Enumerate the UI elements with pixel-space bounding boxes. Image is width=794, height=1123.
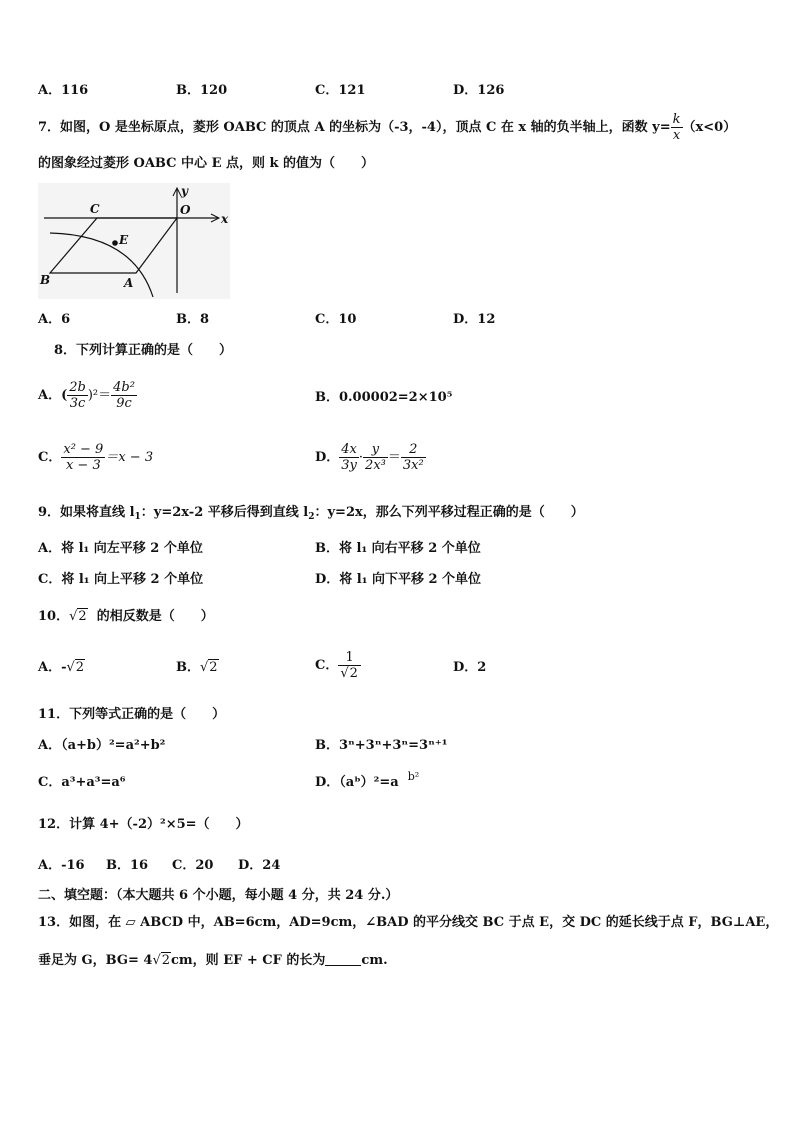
q6-option-d: D．126 bbox=[453, 83, 505, 98]
q10-num: 10． bbox=[38, 609, 70, 624]
q13-line1: 13．如图，在 ▱ ABCD 中，AB=6cm，AD=9cm，∠BAD 的平分线交 BC 于点 E，交 DC 的延长线于点 F，BG⊥AE， bbox=[38, 915, 779, 930]
q12-option-a: A．-16 bbox=[38, 858, 85, 873]
q13-line2 bbox=[38, 951, 388, 971]
q12-stem: 12．计算 4+（-2）²×5=（ ） bbox=[38, 817, 249, 832]
q11-d-prefix: D．（aᵇ）²=a bbox=[315, 775, 399, 790]
q6-option-a: A．116 bbox=[38, 83, 89, 98]
q9-sub1: 1 bbox=[134, 512, 141, 522]
q8-d-f3-den: 3x² bbox=[402, 458, 424, 473]
q13-line2-a: 垂足为 G，BG= 4 bbox=[38, 953, 153, 968]
q9-stem-a: 9．如果将直线 l bbox=[38, 505, 135, 520]
q8-option-c bbox=[38, 442, 153, 473]
q10-c-prefix: C． bbox=[315, 658, 339, 673]
q8-stem: 8．下列计算正确的是（ ） bbox=[54, 343, 233, 358]
q7-frac-num: k bbox=[672, 112, 681, 127]
q11-option-c: C．a³+a³=a⁶ bbox=[38, 775, 126, 790]
q7-label-b: B bbox=[40, 273, 51, 287]
q8-c-prefix: C． bbox=[38, 450, 62, 465]
q7-condition: （x<0） bbox=[682, 120, 737, 135]
q13-answer-blank[interactable] bbox=[325, 951, 361, 966]
q8-d-frac1 bbox=[339, 442, 359, 473]
q7-label-x: x bbox=[221, 212, 229, 226]
q9-option-c: C．将 l₁ 向上平移 2 个单位 bbox=[38, 572, 204, 587]
q7-option-b: B．8 bbox=[176, 312, 210, 327]
q12-option-c: C．20 bbox=[172, 858, 214, 873]
q9-option-a: A．将 l₁ 向左平移 2 个单位 bbox=[38, 541, 203, 556]
q8-a-pow: )²＝ bbox=[87, 388, 112, 403]
q10-a-prefix: A．- bbox=[38, 660, 67, 675]
q8-d-f1-den: 3y bbox=[341, 458, 357, 473]
q9-stem bbox=[38, 503, 584, 523]
q8-d-prefix: D． bbox=[315, 450, 340, 465]
q7-label-e: E bbox=[119, 233, 129, 247]
q7-fraction bbox=[671, 112, 683, 143]
q10-option-c bbox=[315, 650, 361, 681]
q7-label-a: A bbox=[124, 276, 134, 290]
q10-option-b bbox=[176, 658, 219, 678]
q10-c-radicand: 2 bbox=[349, 666, 358, 681]
q10-c-den bbox=[338, 666, 361, 681]
q11-d-sup: b² bbox=[407, 770, 420, 783]
q8-a-frac1-num: 2b bbox=[69, 380, 86, 395]
q10-c-sqrt: √2 bbox=[340, 666, 358, 681]
q7-label-c: C bbox=[90, 202, 100, 216]
q8-d-dot: · bbox=[358, 450, 364, 465]
q8-c-rhs: ＝x − 3 bbox=[105, 450, 154, 465]
q10-stem-text: 的相反数是（ ） bbox=[96, 609, 214, 624]
q8-a-frac1-den: 3c bbox=[69, 396, 86, 411]
q8-c-frac bbox=[61, 442, 105, 473]
q8-a-frac2 bbox=[111, 380, 137, 411]
q10-a-sqrt: √2 bbox=[66, 660, 85, 675]
q10-b-radicand: 2 bbox=[209, 660, 218, 675]
q7-frac-den: x bbox=[672, 128, 681, 143]
q10-stem bbox=[38, 607, 214, 627]
q8-a-frac2-den: 9c bbox=[116, 396, 132, 411]
q6-option-c: C．121 bbox=[315, 83, 366, 98]
q13-line2-c: cm. bbox=[361, 953, 388, 968]
q10-b-prefix: B． bbox=[176, 660, 200, 675]
q10-a-radicand: 2 bbox=[75, 660, 85, 675]
q13-line2-b: cm，则 EF + CF 的长为 bbox=[171, 953, 326, 968]
q8-d-f2-den: 2x³ bbox=[365, 458, 386, 473]
q7-figure-bg bbox=[38, 183, 230, 299]
q7-stem-line2: 的图象经过菱形 OABC 中心 E 点，则 k 的值为（ ） bbox=[38, 156, 375, 171]
q8-d-eq: ＝ bbox=[387, 450, 401, 465]
q11-option-b: B．3ⁿ+3ⁿ+3ⁿ=3ⁿ⁺¹ bbox=[315, 738, 448, 753]
q9-stem-c: ：y=2x，那么下列平移过程正确的是（ ） bbox=[314, 505, 584, 520]
q10-option-a bbox=[38, 658, 85, 678]
q8-d-f2-num: y bbox=[363, 442, 388, 458]
q7-stem-text: 7．如图，O 是坐标原点，菱形 OABC 的顶点 A 的坐标为（-3，-4），顶点 C 在 x 轴的负半轴上，函数 y= bbox=[38, 120, 671, 135]
q8-option-b: B．0.00002=2×10⁵ bbox=[315, 390, 453, 405]
q8-option-a bbox=[38, 380, 137, 411]
q7-point-e bbox=[112, 240, 118, 246]
q9-sub2: 2 bbox=[308, 512, 315, 522]
q9-stem-b: ：y=2x-2 平移后得到直线 l bbox=[140, 505, 309, 520]
q13-radicand: 2 bbox=[161, 953, 171, 968]
q7-option-a: A．6 bbox=[38, 312, 71, 327]
q10-radicand: 2 bbox=[78, 609, 87, 624]
section-2-title: 二、填空题：（本大题共 6 个小题，每小题 4 分，共 24 分.） bbox=[38, 888, 399, 903]
q8-a-prefix: A．( bbox=[38, 388, 68, 403]
q7-label-y: y bbox=[181, 184, 188, 198]
q9-option-d: D．将 l₁ 向下平移 2 个单位 bbox=[315, 572, 482, 587]
q8-c-den: x − 3 bbox=[65, 458, 101, 473]
q10-sqrt: √2 bbox=[69, 609, 87, 624]
q10-c-frac bbox=[338, 650, 361, 681]
q8-a-frac2-num: 4b² bbox=[113, 380, 135, 395]
q11-stem: 11．下列等式正确的是（ ） bbox=[38, 707, 226, 722]
q8-d-frac2 bbox=[363, 442, 388, 473]
q7-figure bbox=[38, 183, 230, 299]
q7-label-o: O bbox=[180, 203, 191, 217]
q10-b-sqrt: √2 bbox=[200, 660, 218, 675]
q7-option-d: D．12 bbox=[453, 312, 496, 327]
q8-c-num: x² − 9 bbox=[63, 442, 104, 457]
q12-option-b: B．16 bbox=[106, 858, 149, 873]
q6-option-b: B．120 bbox=[176, 83, 228, 98]
q9-option-b: B．将 l₁ 向右平移 2 个单位 bbox=[315, 541, 481, 556]
q8-d-f3-num: 2 bbox=[401, 442, 426, 458]
q10-option-d: D．2 bbox=[453, 660, 487, 675]
q11-option-d bbox=[315, 770, 420, 793]
q8-a-frac1 bbox=[67, 380, 88, 411]
q8-d-frac3 bbox=[401, 442, 426, 473]
q10-c-num: 1 bbox=[338, 650, 361, 666]
q7-stem-line1 bbox=[38, 112, 736, 143]
q7-option-c: C．10 bbox=[315, 312, 357, 327]
q12-option-d: D．24 bbox=[238, 858, 281, 873]
q11-option-a: A．（a+b）²=a²+b² bbox=[38, 738, 166, 753]
q13-sqrt: √2 bbox=[152, 953, 171, 968]
q8-option-d bbox=[315, 442, 426, 473]
q8-d-f1-num: 4x bbox=[339, 442, 359, 458]
